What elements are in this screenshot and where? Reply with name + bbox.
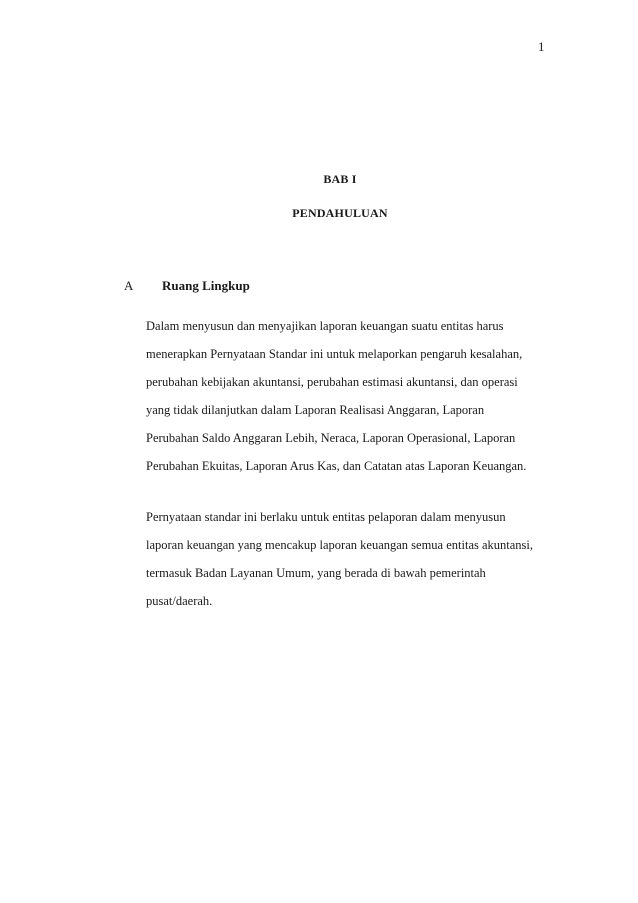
page-number: 1 [538,39,545,54]
paragraph-line: Perubahan Saldo Anggaran Lebih, Neraca, Laporan Operasional, Laporan [146,431,516,445]
paragraph-line: laporan keuangan yang mencakup laporan keuangan semua entitas akuntansi, [146,538,534,552]
section-title: Ruang Lingkup [162,278,250,293]
chapter-title: PENDAHULUAN [292,206,388,220]
paragraph-scope-2 [146,503,533,615]
paragraph-line: Dalam menyusun dan menyajikan laporan keuangan suatu entitas harus [146,319,504,333]
paragraph-line: termasuk Badan Layanan Umum, yang berada di bawah pemerintah [146,566,486,580]
section-heading [124,278,250,294]
chapter-label: BAB I [323,172,357,186]
paragraph-line: Perubahan Ekuitas, Laporan Arus Kas, dan Catatan atas Laporan Keuangan. [146,459,527,473]
paragraph-line: perubahan kebijakan akuntansi, perubahan estimasi akuntansi, dan operasi [146,375,518,389]
paragraph-line: menerapkan Pernyataan Standar ini untuk melaporkan pengaruh kesalahan, [146,347,523,361]
section-letter: A [124,278,134,293]
paragraph-line: pusat/daerah. [146,594,213,608]
paragraph-scope-1 [146,312,526,480]
paragraph-line: yang tidak dilanjutkan dalam Laporan Realisasi Anggaran, Laporan [146,403,485,417]
paragraph-line: Pernyataan standar ini berlaku untuk entitas pelaporan dalam menyusun [146,510,506,524]
